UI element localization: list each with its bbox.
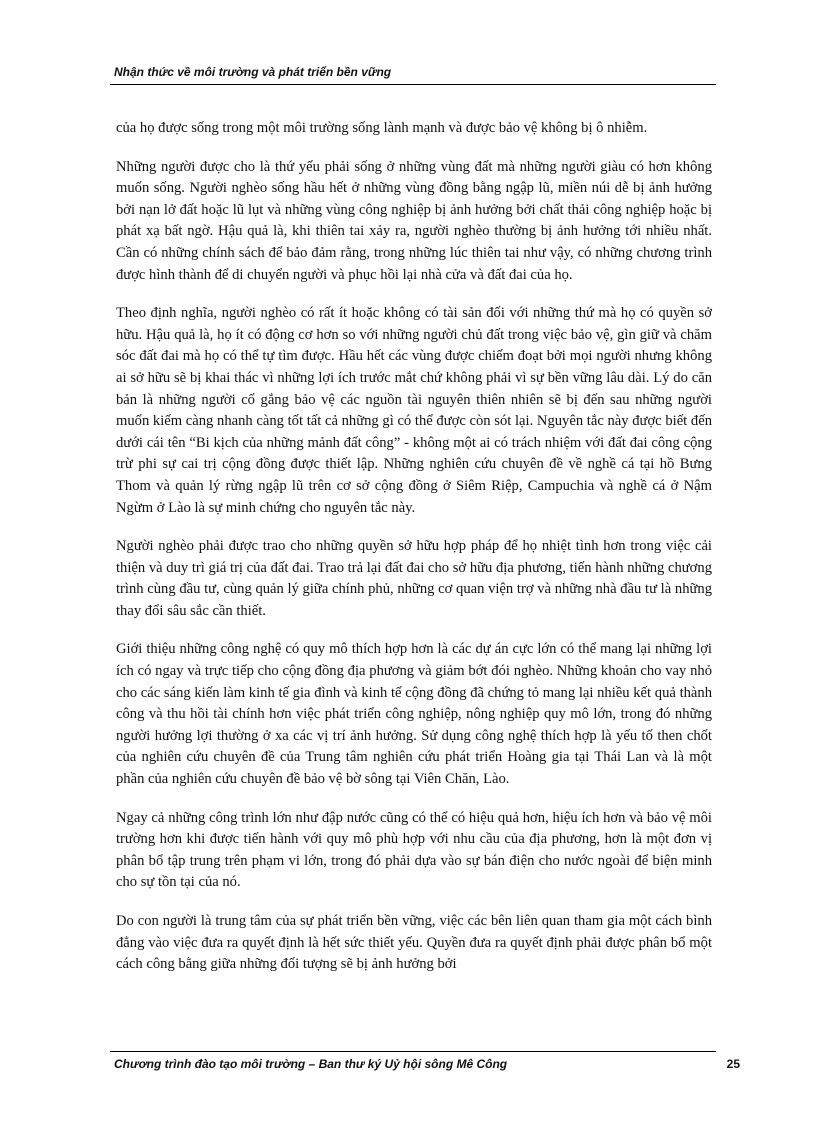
page-number: 25	[726, 1057, 740, 1071]
body-text	[116, 118, 712, 993]
paragraph-1: của họ được sống trong một môi trường sống lành mạnh và được bảo vệ không bị ô nhiễm.	[116, 120, 648, 136]
running-footer: Chương trình đào tạo môi trường – Ban thư ký Uỷ hội sông Mê Công	[114, 1057, 508, 1071]
paragraph-7: Do con người là trung tâm của sự phát triển bền vững, việc các bên liên quan tham gia một cách bình đẳng vào việc đưa ra quyết định là hết sức thiết yếu. Quyền đưa ra quyết định phải được phân bổ một cách công bằng giữa những đối tượng sẽ bị ảnh hưởng bởi	[116, 913, 712, 973]
paragraph-4: Người nghèo phải được trao cho những quyền sở hữu hợp pháp để họ nhiệt tình hơn trong việc cải thiện và duy trì giá trị của đất đai. Trao trả lại đất đai cho sở hữu địa phương, tiến hành những chương trình cùng đầu tư, cùng quản lý giữa chính phủ, những cơ quan viện trợ và những nhà đầu tư là những thay đổi sâu sắc cần thiết.	[116, 538, 712, 619]
paragraph-2: Những người được cho là thứ yếu phải sống ở những vùng đất mà những người giàu có hơn không muốn sống. Người nghèo sống hầu hết ở những vùng đồng bằng ngập lũ, miền núi dễ bị ảnh hưởng bởi nạn lở đất hoặc lũ lụt và những vùng công nghiệp bị ảnh hưởng bởi chất thải công nghiệp hoặc bị phát xạ bất ngờ. Hậu quả là, khi thiên tai xảy ra, người nghèo thường bị ảnh hưởng tới nhiều nhất. Cần có những chính sách để bảo đảm rằng, trong những lúc thiên tai như vậy, có những chương trình được hình thành để di chuyển người và phục hồi lại nhà cửa và đất đai của họ.	[116, 158, 712, 283]
paragraph-3: Theo định nghĩa, người nghèo có rất ít hoặc không có tài sản đối với những thứ mà họ có quyền sở hữu. Hậu quả là, họ ít có động cơ hơn so với những người chủ đất trong việc bảo vệ, gìn giữ và chăm sóc đất đai mà họ có thể tự tìm được. Hầu hết các vùng được chiếm đoạt bởi mọi người nhưng không ai sở hữu sẽ bị khai thác vì những lợi ích trước mắt chứ không phải vì sự bền vững lâu dài. Lý do căn bản là những người cố gắng bảo vệ các nguồn tài nguyên thiên nhiên sẽ bị đến sau những người muốn kiếm càng nhanh càng tốt tất cả những gì có thể được còn sót lại. Nguyên tắc này được biết đến dưới cái tên “Bi kịch của những mảnh đất công” - không một ai có trách nhiệm với đất đai công cộng trừ phi sự cai trị cộng đồng được thiết lập. Những nghiên cứu chuyên đề về nghề cá tại hồ Bưng Thom và quản lý rừng ngập lũ trên cơ sở cộng đồng ở Siêm Riệp, Campuchia và nghề cá ở Nậm Ngừm ở Lào là sự minh chứng cho nguyên tắc này.	[116, 305, 712, 516]
header-rule	[110, 84, 716, 85]
paragraph-5: Giới thiệu những công nghệ có quy mô thích hợp hơn là các dự án cực lớn có thể mang lại những lợi ích có ngay và trực tiếp cho cộng đồng địa phương và giảm bớt đói nghèo. Những khoản cho vay nhỏ cho các sáng kiến làm kinh tế gia đình và kinh tế cộng đồng đã chứng tỏ mang lại nhiều kết quả thành công và thu hồi tài chính hơn việc phát triển công nghiệp, nông nghiệp quy mô lớn, trong đó những người hưởng lợi thường ở xa các vị trí ảnh hưởng. Sử dụng công nghệ thích hợp là yếu tố then chốt của nghiên cứu chuyên đề của Trung tâm nghiên cứu phát triển Hoàng gia tại Thái Lan và là một phần của nghiên cứu chuyên đề bảo vệ bờ sông tại Viên Chăn, Lào.	[116, 641, 712, 788]
paragraph-6: Ngay cả những công trình lớn như đập nước cũng có thể có hiệu quả hơn, hiệu ích hơn và bảo vệ môi trường hơn khi được tiến hành với quy mô phù hợp với nhu cầu của địa phương, hơn là một đơn vị phân bổ tập trung trên phạm vi lớn, trong đó phải dựa vào sự bán điện cho nước ngoài để biện minh cho sự tồn tại của nó.	[116, 809, 712, 891]
running-header: Nhận thức về môi trường và phát triển bền vững	[114, 65, 392, 79]
footer-rule	[110, 1051, 716, 1052]
